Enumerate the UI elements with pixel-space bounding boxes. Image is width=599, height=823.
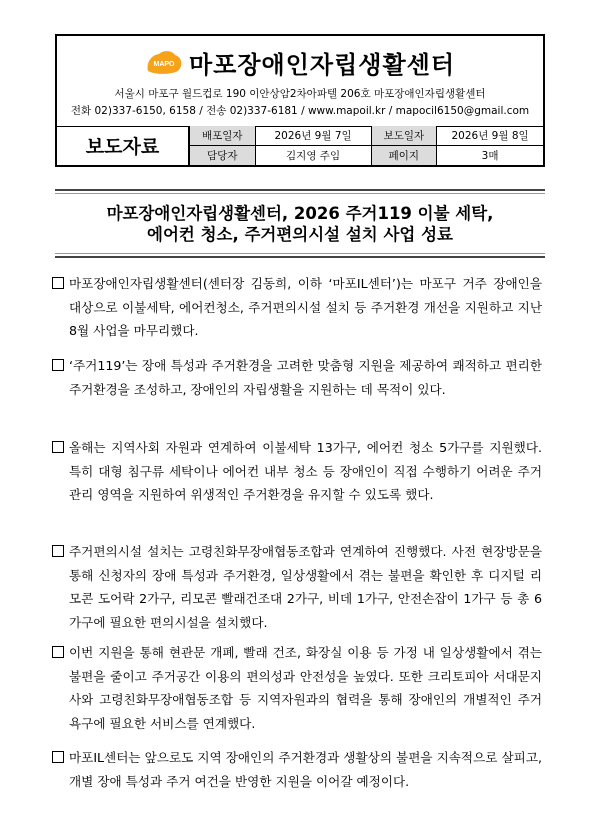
logo-text: MAPO [153,61,175,68]
checkbox-bullet-icon [52,545,64,557]
release-label: 보도자료 [57,126,189,165]
paragraph-2 [52,354,542,401]
press-title [55,203,545,245]
paragraph-4 [52,540,542,634]
contact-person-label: 담당자 [190,146,256,166]
mapo-logo-icon [145,49,183,75]
org-name: 마포장애인자립생활센터 [188,50,456,79]
paragraph-text: 이번 지원을 통해 현관문 개폐, 빨래 건조, 화장실 이용 등 가정 내 일상생활에서 겪는 불편을 줄이고 주거공간 이용의 편의성과 안전성을 높였다. 또한 크리토피아 서대문지사와 고령친화무장애협동조합 등 지역자원과의 협력을 통해 장애인의 개별적인 주거 욕구에 필요한 서비스를 연계했다. [69,645,542,731]
checkbox-bullet-icon [52,277,64,289]
header-box [55,34,545,167]
paragraph-text: ‘주거119’는 장애 특성과 주거환경을 고려한 맞춤형 지원을 제공하여 쾌적하고 편리한 주거환경을 조성하고, 장애인의 자립생활을 지원하는 데 목적이 있다. [69,358,542,397]
report-date: 2026년 9월 8일 [437,126,543,146]
org-info [57,36,543,127]
checkbox-bullet-icon [52,441,64,453]
report-date-label: 보도일자 [371,126,437,146]
distribution-date: 2026년 9월 7일 [255,126,371,146]
logo-row [57,42,543,82]
contact-line: 전화 02)337-6150, 6158 / 전송 02)337-6181 / www.mapoil.kr / mapocil6150@gmail.com [70,105,530,117]
checkbox-bullet-icon [52,751,64,763]
release-meta-table [189,126,543,165]
distribution-date-label: 배포일자 [190,126,256,146]
contact-person: 김지영 주임 [255,146,371,166]
paragraph-5 [52,641,542,735]
page-count: 3매 [437,146,543,166]
paragraph-text: 마포IL센터는 앞으로도 지역 장애인의 주거환경과 생활상의 불편을 지속적으로 살피고, 개별 장애 특성과 주거 여건을 반영한 지원을 이어갈 예정이다. [69,750,542,789]
address-line: 서울시 마포구 월드컵로 190 이안상암2차아파텔 206호 마포장애인자립생활센터 [114,88,486,100]
paragraph-6 [52,746,542,793]
paragraph-text: 주거편의시설 설치는 고령친화무장애협동조합과 연계하여 진행했다. 사전 현장방문을 통해 신청자의 장애 특성과 주거환경, 일상생활에서 겪는 불편을 확인한 후 디지털 리모콘 도어락 2가구, 리모콘 빨래건조대 2가구, 비데 1가구, 안전손잡이 1가구 등 총 6가구에 필요한 편의시설을 설치했다. [69,544,542,630]
paragraph-text: 마포장애인자립생활센터(센터장 김동희, 이하 ‘마포IL센터’)는 마포구 거주 장애인을 대상으로 이불세탁, 에어컨청소, 주거편의시설 설치 등 주거환경 개선을 지원하고 지난 8월 사업을 마무리했다. [69,276,542,338]
title-rule-bottom [55,256,545,258]
checkbox-bullet-icon [52,646,64,658]
checkbox-bullet-icon [52,359,64,371]
paragraph-3 [52,436,542,507]
title-rule-top-thin [55,193,545,194]
paragraph-1 [52,272,542,343]
paragraph-text: 올해는 지역사회 자원과 연계하여 이불세탁 13가구, 에어컨 청소 5가구를 지원했다. 특히 대형 침구류 세탁이나 에어컨 내부 청소 등 장애인이 직접 수행하기 어려운 주거 관리 영역을 지원하여 위생적인 주거환경을 유지할 수 있도록 했다. [69,440,542,502]
release-info-row [57,126,543,165]
press-title-line-2: 에어컨 청소, 주거편의시설 설치 사업 성료 [147,225,453,244]
title-rule-top [55,189,545,191]
press-title-line-1: 마포장애인자립생활센터, 2026 주거119 이불 세탁, [106,204,494,223]
title-rule-bottom-thin [55,253,545,254]
page-count-label: 페이지 [371,146,437,166]
